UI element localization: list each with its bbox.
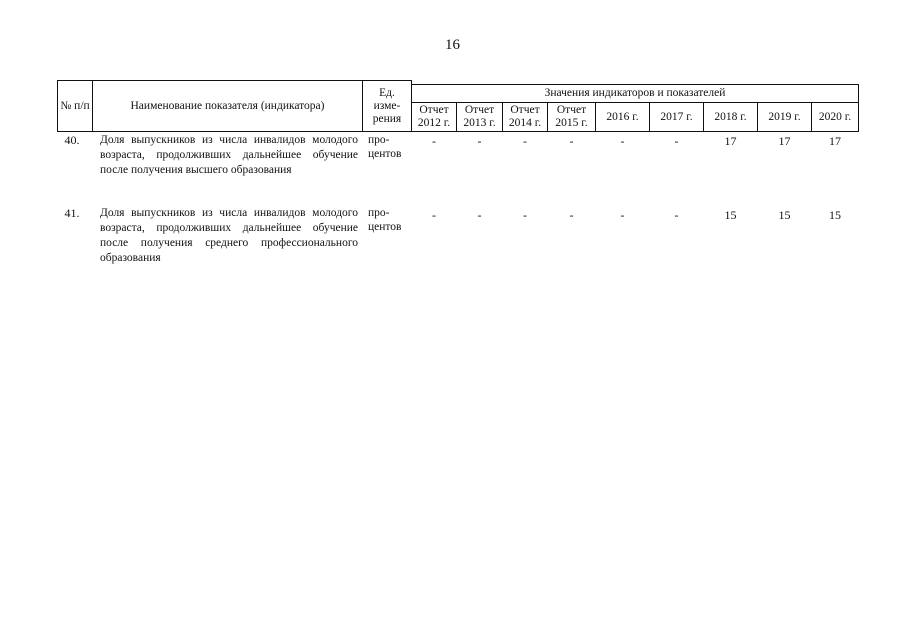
- header-year: [811, 102, 859, 132]
- header-year: [649, 102, 704, 132]
- header-year: [411, 102, 457, 132]
- value-cell: 15: [724, 208, 737, 222]
- row-number: 40.: [64, 133, 80, 147]
- header-year: [456, 102, 503, 132]
- header-year-label: 2019 г.: [768, 110, 801, 123]
- value-cell: -: [620, 208, 625, 222]
- header-year: [547, 102, 596, 132]
- value-cell: -: [569, 134, 574, 148]
- header-year-label: Отчет 2015 г.: [555, 104, 588, 129]
- header-values-group-label: Значения индикаторов и показателей: [544, 87, 726, 99]
- unit-of-measure: про- центов: [368, 207, 402, 233]
- header-year-label: Отчет 2013 г.: [463, 104, 496, 129]
- value-cell: -: [523, 208, 527, 222]
- value-cell: -: [620, 134, 625, 148]
- header-unit-label: Ед. изме- рения: [372, 86, 402, 125]
- page-number: 16: [445, 37, 460, 53]
- header-year-label: 2018 г.: [714, 110, 747, 123]
- value-cell: -: [569, 208, 574, 222]
- value-cell: -: [477, 134, 482, 148]
- indicator-name: Доля выпускников из числа инвалидов молодого возраста, продолживших дальнейшее обучение после получения среднего профессионального образования: [100, 207, 358, 264]
- header-year: [595, 102, 650, 132]
- row-number: 41.: [64, 206, 80, 220]
- value-cell: 17: [829, 134, 841, 148]
- value-cell: 15: [829, 208, 841, 222]
- indicator-name: Доля выпускников из числа инвалидов молодого возраста, продолживших дальнейшее обучение после получения высшего образования: [100, 134, 358, 176]
- header-name-label: Наименование показателя (индикатора): [130, 99, 325, 112]
- value-cell: -: [432, 208, 436, 222]
- value-cell: 17: [724, 134, 737, 148]
- header-year-label: Отчет 2012 г.: [417, 104, 451, 129]
- header-year-label: 2016 г.: [606, 110, 639, 123]
- header-values-group: [411, 84, 859, 103]
- header-num: [57, 80, 93, 132]
- value-cell: 15: [778, 208, 791, 222]
- header-year-label: 2017 г.: [660, 110, 693, 123]
- header-year: [757, 102, 812, 132]
- header-year: [703, 102, 758, 132]
- unit-of-measure: про- центов: [368, 134, 402, 160]
- header-unit: [362, 80, 412, 132]
- value-cell: -: [477, 208, 482, 222]
- value-cell: -: [523, 134, 527, 148]
- value-cell: 17: [778, 134, 791, 148]
- header-name: [92, 80, 363, 132]
- header-year: [502, 102, 548, 132]
- header-year-label: 2020 г.: [818, 110, 852, 123]
- header-year-label: Отчет 2014 г.: [508, 104, 542, 129]
- value-cell: -: [432, 134, 436, 148]
- value-cell: -: [674, 134, 679, 148]
- value-cell: -: [674, 208, 679, 222]
- header-num-label: № п/п: [60, 99, 90, 112]
